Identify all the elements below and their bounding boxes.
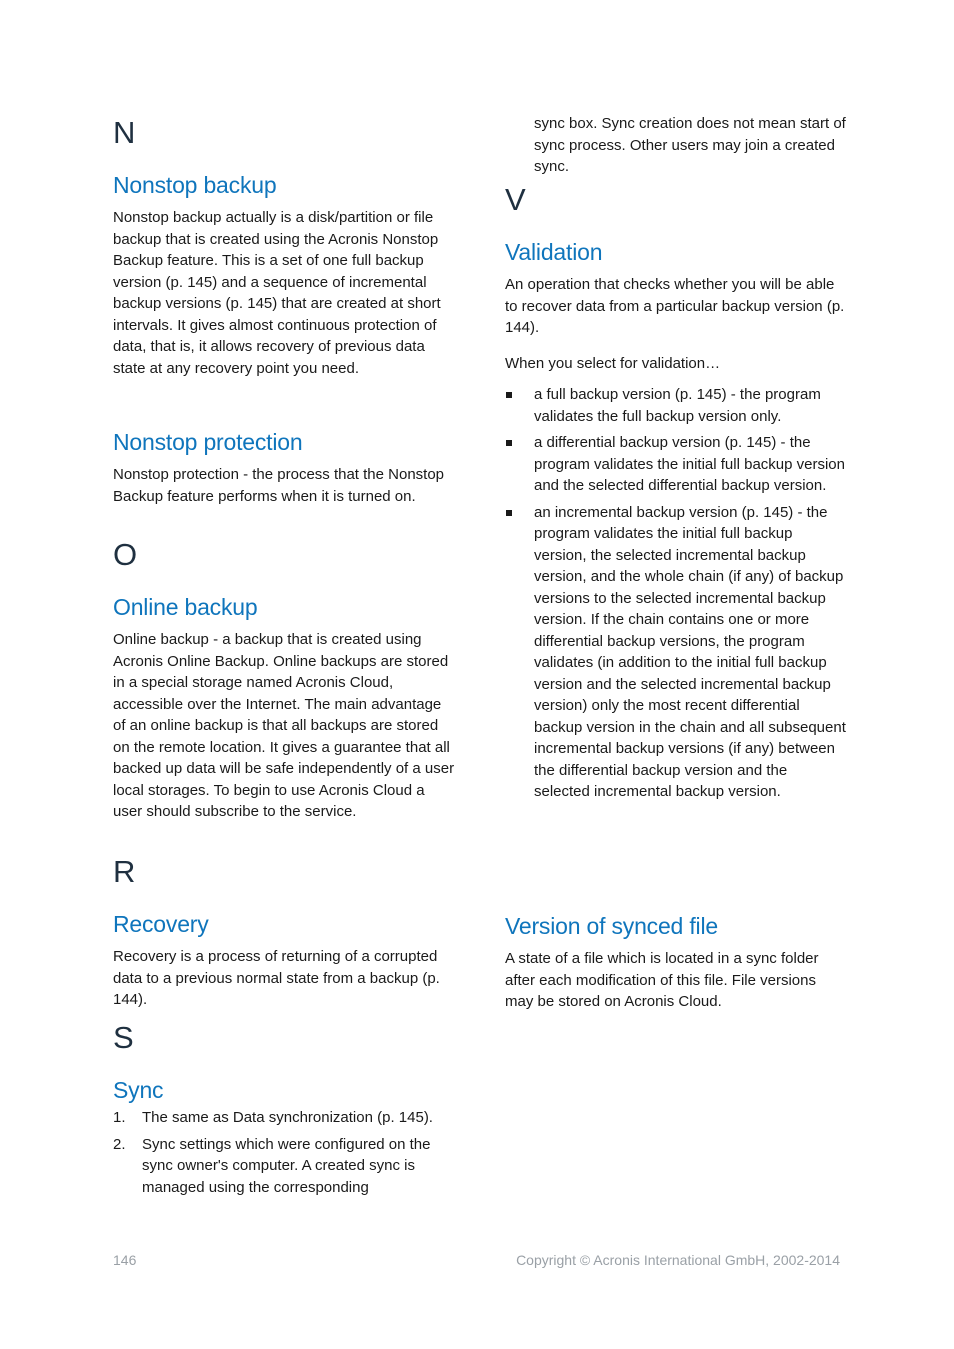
- validation-bullet-list: [505, 384, 847, 808]
- paragraph-version-of-synced-file: A state of a file which is located in a sync folder after each modification of this file. File versions may be stored on Acronis Cloud.: [505, 950, 819, 1010]
- list-number: 2.: [113, 1135, 126, 1153]
- sync-list: [113, 1107, 455, 1203]
- paragraph-nonstop-backup: Nonstop backup actually is a disk/partition or file backup that is created using the Acronis Nonstop Backup feature. This is a set of one full backup version (p. 145) and a sequence of incremental backup versions (p. 145) that are created at short intervals. It gives almost continuous protection of data, that is, it allows recovery of previous data state at any recovery point you need.: [113, 209, 441, 377]
- section-letter-o: O: [113, 537, 138, 572]
- list-item: [113, 1107, 455, 1129]
- heading-online-backup: Online backup: [113, 594, 258, 620]
- paragraph-online-backup: Online backup - a backup that is created using Acronis Online Backup. Online backups are stored in a special storage named Acronis Cloud, accessible over the Internet. The main advantage of an online backup is that all backups are stored on the remote location. It gives a guarantee that all backed up data will be safe independently of a user local storages. To begin to use Acronis Cloud a user should subscribe to the service.: [113, 631, 455, 820]
- section-letter-v: V: [505, 182, 526, 217]
- list-item-text: an incremental backup version (p. 145) - the program validates the initial full backup version, the selected incremental backup version, and the whole chain (if any) of backup versions to the selected incremental backup version. If the chain contains one or more differential backup versions, the program validates (in addition to the initial full backup version and the selected incremental backup version) only the most recent differential backup version in the chain and all subsequent incremental backup versions (if any) between the differential backup version and the selected incremental backup version.: [534, 503, 846, 800]
- heading-nonstop-backup: Nonstop backup: [113, 172, 277, 198]
- heading-validation: Validation: [505, 239, 603, 265]
- heading-sync: Sync: [113, 1077, 164, 1103]
- list-item: [505, 384, 847, 427]
- bullet-icon: [506, 392, 512, 398]
- bullet-icon: [506, 440, 512, 446]
- list-item: [505, 432, 847, 497]
- list-item: [113, 1134, 455, 1199]
- list-item-text: The same as Data synchronization (p. 145).: [142, 1109, 433, 1126]
- paragraph-recovery: Recovery is a process of returning of a corrupted data to a previous normal state from a backup (p. 144).: [113, 948, 440, 1008]
- heading-version-of-synced-file: Version of synced file: [505, 913, 718, 939]
- section-letter-n: N: [113, 115, 136, 150]
- section-letter-s: S: [113, 1020, 134, 1055]
- list-item-text: a full backup version (p. 145) - the program validates the full backup version only.: [534, 386, 821, 425]
- list-item-text: a differential backup version (p. 145) - the program validates the initial full backup version and the selected differential backup version.: [534, 434, 845, 494]
- heading-nonstop-protection: Nonstop protection: [113, 429, 303, 455]
- section-letter-r: R: [113, 854, 136, 889]
- copyright-notice: Copyright © Acronis International GmbH, 2002-2014: [516, 1252, 840, 1268]
- list-item-text: Sync settings which were configured on the sync owner's computer. A created sync is managed using the corresponding: [142, 1135, 431, 1196]
- heading-recovery: Recovery: [113, 911, 209, 937]
- paragraph-nonstop-protection: Nonstop protection - the process that the Nonstop Backup feature performs when it is turned on.: [113, 466, 445, 505]
- list-item: [505, 502, 847, 803]
- paragraph-validation: An operation that checks whether you will be able to recover data from a particular backup version (p. 144).: [505, 276, 845, 336]
- page-number: 146: [113, 1252, 137, 1268]
- bullet-icon: [506, 510, 512, 516]
- paragraph-validation-intro: When you select for validation…: [505, 355, 721, 372]
- list-number: 1.: [113, 1109, 126, 1126]
- paragraph-sync-continuation: sync box. Sync creation does not mean start of sync process. Other users may join a created sync.: [534, 115, 846, 175]
